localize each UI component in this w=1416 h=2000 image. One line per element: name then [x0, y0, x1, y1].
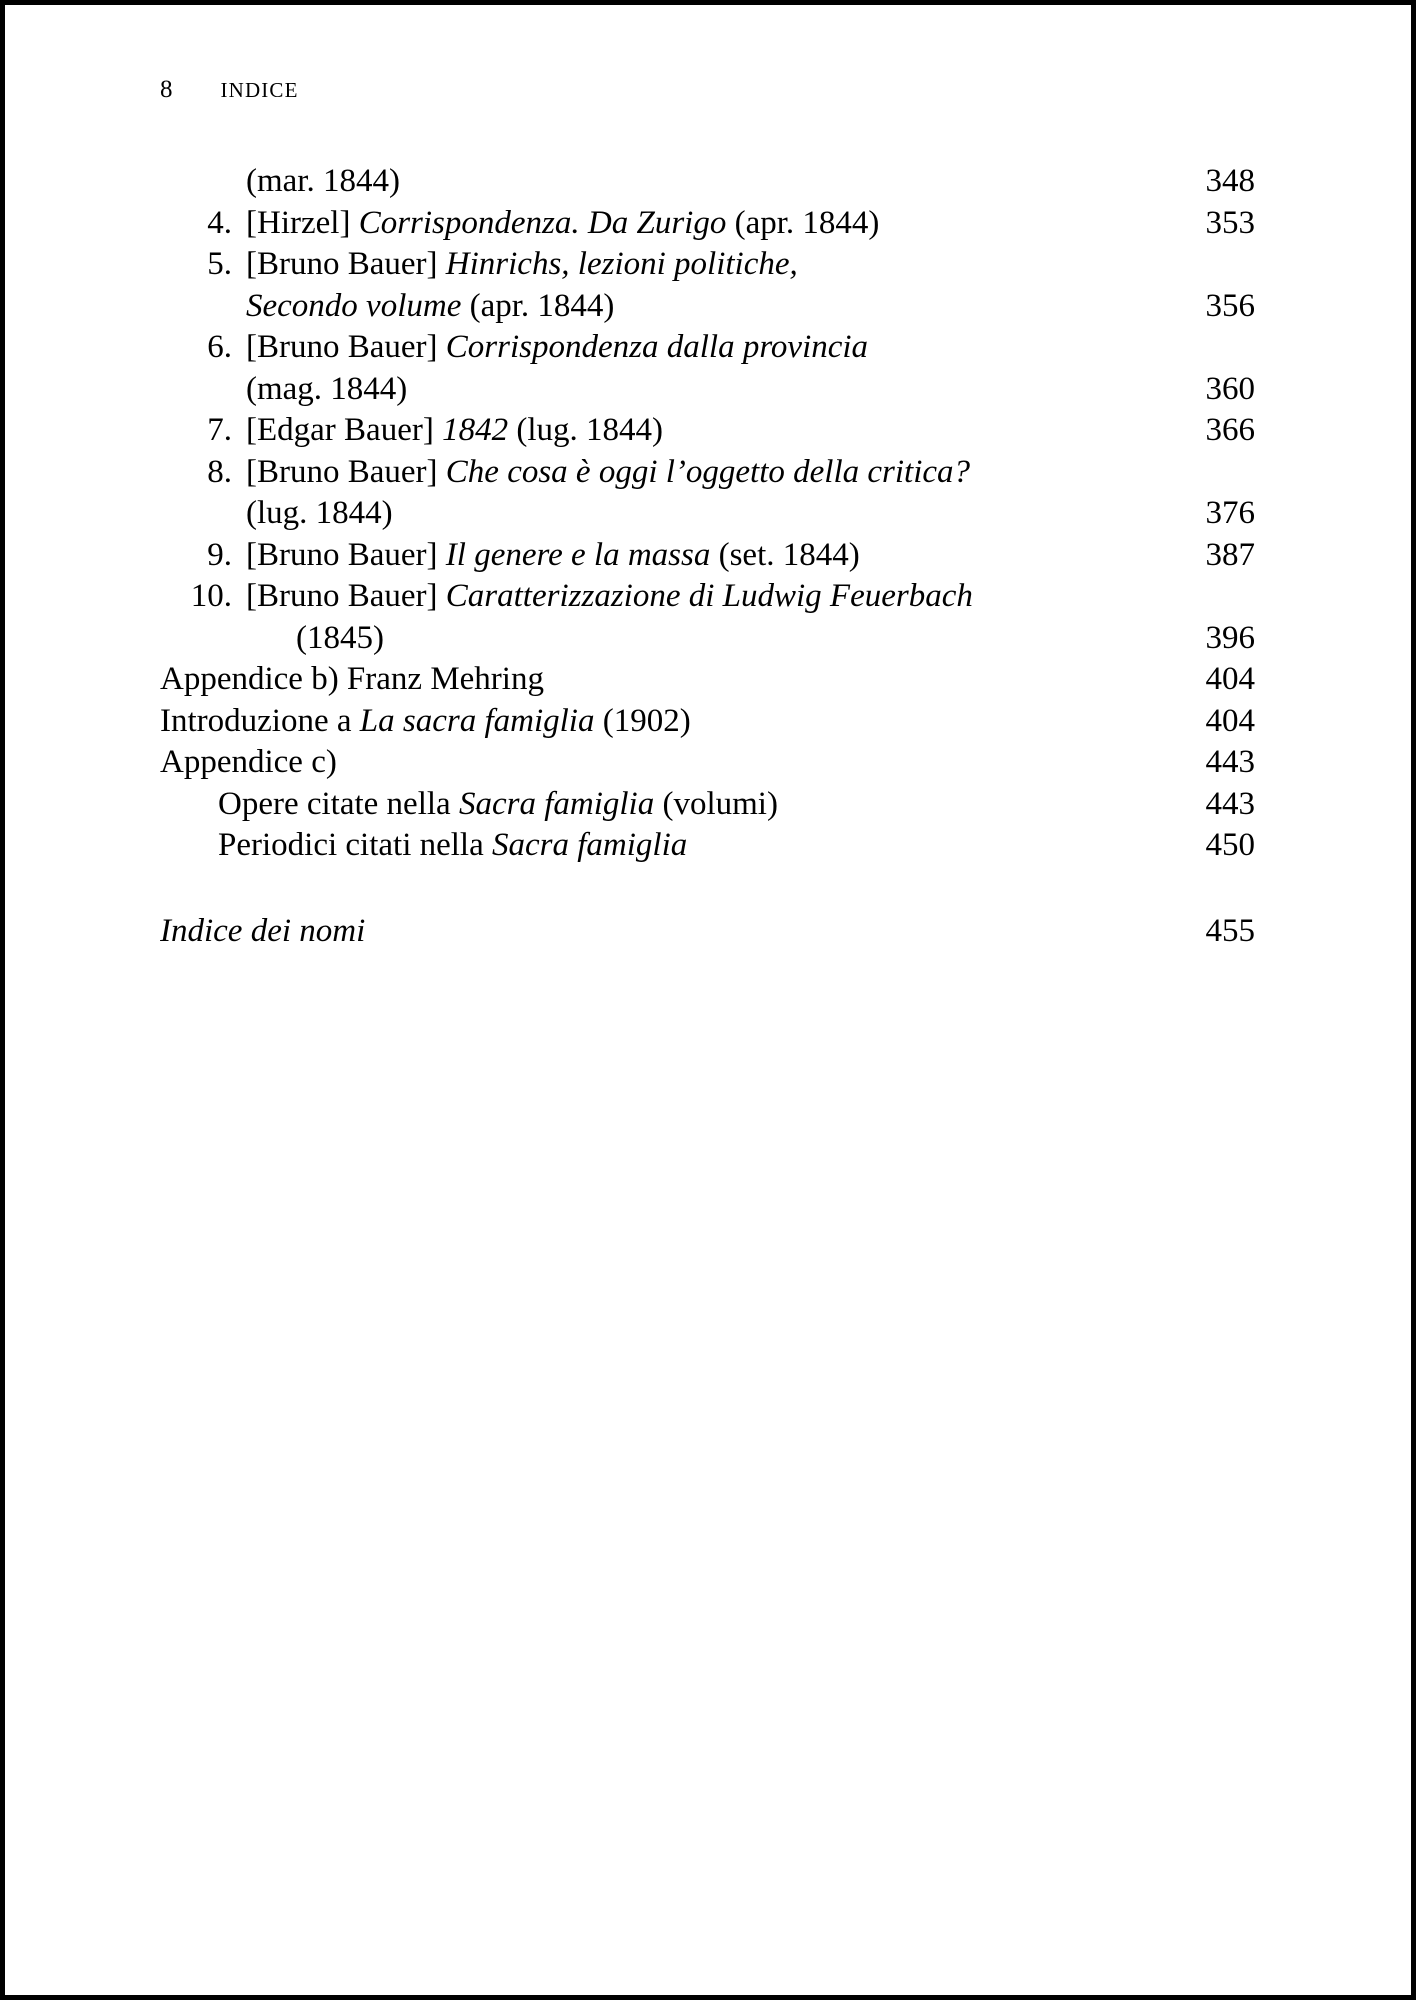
toc-entry-number: 6. — [207, 329, 232, 365]
toc-entry[interactable] — [160, 452, 1255, 494]
toc-entry-number: 8. — [207, 453, 232, 490]
toc-page-number: 360 — [1205, 370, 1255, 407]
toc-entry-title — [160, 911, 1255, 953]
running-head — [160, 77, 299, 102]
toc-title-roman: Periodici citati nella — [218, 827, 492, 863]
toc-entry-title — [246, 535, 1255, 577]
toc-page-number: 455 — [1205, 912, 1255, 949]
toc-title-roman: (1902) — [594, 702, 691, 739]
toc-title-roman: (lug. 1844) — [508, 412, 663, 448]
toc-title-italic: Sacra famiglia — [492, 827, 688, 863]
toc-title-roman: (apr. 1844) — [726, 204, 880, 241]
toc-page-number: 404 — [1205, 661, 1255, 697]
toc-title-roman: (lug. 1844) — [246, 495, 393, 531]
toc-entry[interactable] — [160, 244, 1255, 286]
toc-page-number: 387 — [1205, 536, 1255, 573]
toc-title-italic: Indice dei nomi — [160, 912, 366, 949]
toc-title-italic: Hinrichs, lezioni politiche, — [445, 246, 798, 282]
toc-title-roman: [Bruno Bauer] — [246, 453, 446, 490]
toc-entry-title — [246, 161, 1255, 203]
toc-entry-title — [218, 784, 1255, 826]
toc-title-roman: [Edgar Bauer] — [246, 412, 443, 448]
toc-entry[interactable] — [160, 410, 1255, 452]
toc-title-roman: (volumi) — [654, 785, 778, 822]
toc-entry-title — [296, 618, 1255, 660]
toc-page-number: 356 — [1205, 287, 1255, 324]
toc-entry-title — [246, 493, 1255, 535]
toc-entry[interactable] — [160, 618, 1255, 660]
toc-entry[interactable] — [160, 659, 1255, 701]
toc-entry[interactable] — [160, 535, 1255, 577]
toc-title-roman: [Bruno Bauer] — [246, 329, 446, 365]
toc-page-number: 443 — [1205, 744, 1255, 780]
toc-title-roman: [Bruno Bauer] — [246, 536, 446, 573]
toc-entry-number: 10. — [190, 578, 232, 614]
toc-entry[interactable] — [160, 493, 1255, 535]
toc-entry-title — [246, 576, 1255, 618]
toc-title-roman: Opere citate nella — [218, 785, 459, 822]
toc-entry-number: 9. — [207, 536, 232, 573]
toc-title-italic: La sacra famiglia — [359, 702, 595, 739]
toc-entry-title — [218, 825, 1255, 867]
toc-title-roman: (apr. 1844) — [461, 287, 615, 324]
toc-entry-title — [246, 327, 1255, 369]
toc-title-italic: Secondo volume — [246, 287, 462, 324]
toc-entry-title — [160, 701, 1255, 743]
toc-page-number: 404 — [1205, 702, 1255, 739]
toc-title-roman: [Hirzel] — [246, 204, 359, 241]
toc-entry-title — [246, 244, 1255, 286]
toc-title-roman: Appendice c) — [160, 744, 337, 780]
toc-title-roman: [Bruno Bauer] — [246, 246, 446, 282]
toc-title-italic: Corrispondenza. Da Zurigo — [358, 204, 727, 241]
toc-entry-title — [160, 742, 1255, 784]
toc-entry[interactable] — [160, 203, 1255, 245]
toc-section-gap — [160, 867, 1255, 911]
toc-entry-number: 4. — [207, 204, 232, 241]
toc-title-italic: Corrispondenza dalla provincia — [445, 329, 869, 365]
toc-entry[interactable] — [160, 327, 1255, 369]
toc-title-roman: (set. 1844) — [710, 536, 860, 573]
toc-page-number: 443 — [1205, 785, 1255, 822]
toc-entry[interactable] — [160, 161, 1255, 203]
toc-entry-title — [246, 369, 1255, 411]
toc-entry[interactable] — [160, 369, 1255, 411]
toc-entry[interactable] — [160, 825, 1255, 867]
toc-title-italic: Sacra famiglia — [458, 785, 655, 822]
toc-page-number: 348 — [1205, 163, 1255, 199]
toc-page-number: 396 — [1205, 619, 1255, 656]
toc-entry-number: 5. — [207, 246, 232, 282]
toc-title-italic: Che cosa è oggi l’oggetto della critica? — [445, 453, 971, 490]
toc-entry-title — [246, 286, 1255, 328]
running-head-title: INDICE — [220, 78, 299, 102]
toc-entry-title — [246, 203, 1255, 245]
toc-entry[interactable] — [160, 286, 1255, 328]
toc-entry[interactable] — [160, 701, 1255, 743]
table-of-contents — [160, 161, 1255, 952]
toc-page-number: 353 — [1205, 204, 1255, 241]
toc-title-italic: Il genere e la massa — [445, 536, 711, 573]
toc-title-italic: Caratterizzazione di Ludwig Feuerbach — [445, 578, 973, 614]
page-folio-number: 8 — [160, 76, 173, 103]
toc-title-roman: (mag. 1844) — [246, 370, 408, 407]
toc-entry[interactable] — [160, 911, 1255, 953]
toc-entry[interactable] — [160, 742, 1255, 784]
toc-entry-number: 7. — [207, 412, 232, 448]
toc-entry-title — [246, 410, 1255, 452]
toc-page-number: 376 — [1205, 495, 1255, 531]
toc-title-roman: (mar. 1844) — [246, 163, 400, 199]
toc-page-number: 450 — [1205, 827, 1255, 863]
toc-page-number: 366 — [1205, 412, 1255, 448]
toc-title-roman: Appendice b) Franz Mehring — [160, 661, 544, 697]
toc-title-roman: Introduzione a — [160, 702, 360, 739]
toc-title-italic: 1842 — [442, 412, 509, 448]
toc-entry-title — [246, 452, 1255, 494]
page-content-area — [5, 5, 1411, 1995]
toc-title-roman: [Bruno Bauer] — [246, 578, 446, 614]
toc-entry[interactable] — [160, 784, 1255, 826]
toc-entry-title — [160, 659, 1255, 701]
toc-title-roman: (1845) — [296, 619, 384, 656]
toc-entry[interactable] — [160, 576, 1255, 618]
